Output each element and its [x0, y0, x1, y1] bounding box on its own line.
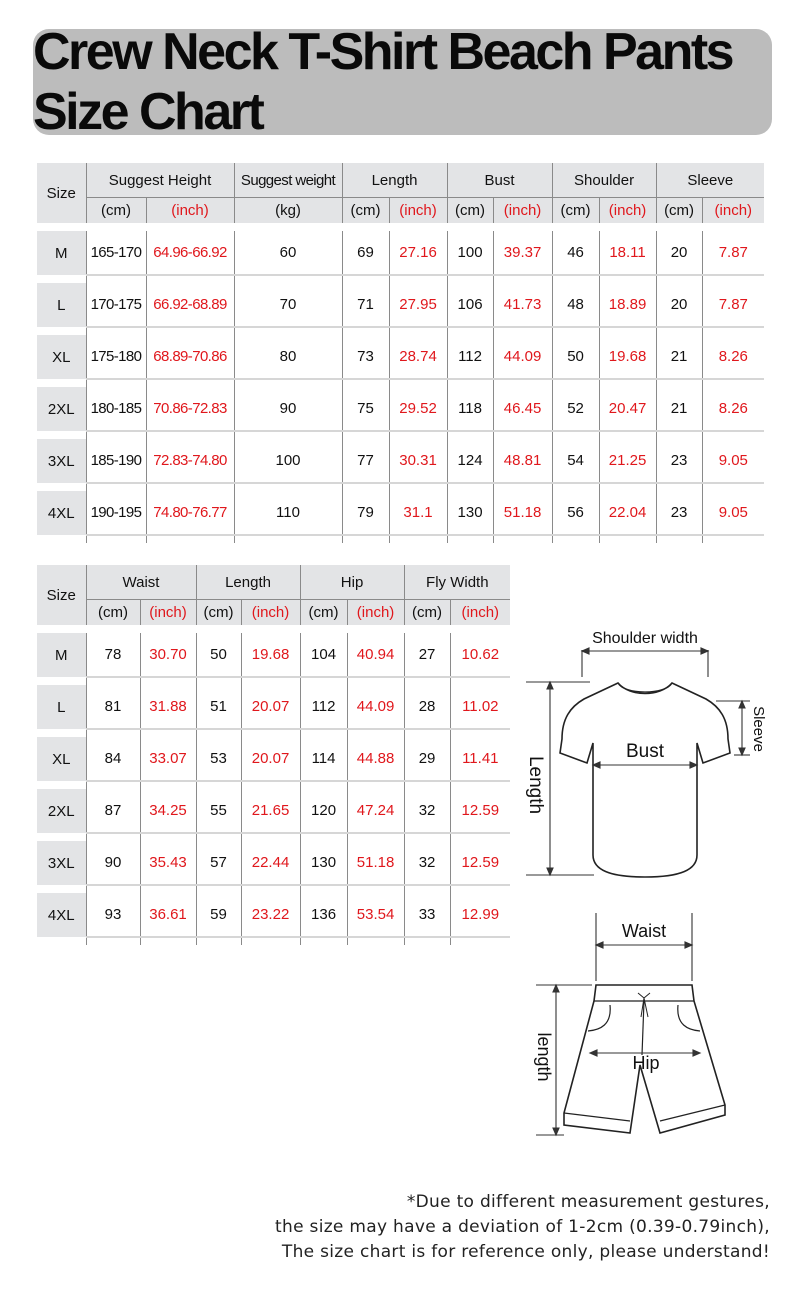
cell-waist-cm: 78 [86, 633, 140, 677]
unit-inch: (inch) [241, 600, 300, 626]
unit-kg: (kg) [234, 198, 342, 224]
cell-height-cm: 190-195 [86, 491, 146, 535]
cell-bust-cm: 112 [447, 335, 493, 379]
size-cell: M [37, 633, 86, 677]
col-group-shoulder: Shoulder [552, 163, 656, 198]
cell-waist-cm: 90 [86, 841, 140, 885]
col-group-hip: Hip [300, 565, 404, 600]
cell-sleeve-in: 8.26 [702, 387, 764, 431]
size-cell: XL [37, 737, 86, 781]
cell-weight: 60 [234, 231, 342, 275]
table-row [37, 335, 764, 379]
cell-waist-cm: 87 [86, 789, 140, 833]
size-cell: L [37, 685, 86, 729]
cell-length-in: 27.95 [389, 283, 447, 327]
cell-shoulder-cm: 46 [552, 231, 599, 275]
col-group-weight: Suggest weight [234, 163, 342, 198]
cell-length-in: 23.22 [241, 893, 300, 937]
table-row [37, 893, 510, 937]
size-cell: 4XL [37, 491, 86, 535]
cell-shoulder-in: 20.47 [599, 387, 656, 431]
cell-weight: 80 [234, 335, 342, 379]
cell-hip-in: 40.94 [347, 633, 404, 677]
note-line-2: the size may have a deviation of 1-2cm (0.39-0.79inch), [275, 1217, 770, 1237]
cell-length-in: 20.07 [241, 685, 300, 729]
cell-hip-cm: 130 [300, 841, 347, 885]
cell-sleeve-cm: 23 [656, 439, 702, 483]
table-row [37, 387, 764, 431]
cell-fly-cm: 33 [404, 893, 450, 937]
cell-height-in: 72.83-74.80 [146, 439, 234, 483]
cell-length-cm: 73 [342, 335, 389, 379]
size-cell: XL [37, 335, 86, 379]
cell-sleeve-in: 9.05 [702, 439, 764, 483]
table-row [37, 633, 510, 677]
unit-inch: (inch) [389, 198, 447, 224]
cell-shoulder-cm: 54 [552, 439, 599, 483]
unit-inch: (inch) [347, 600, 404, 626]
cell-sleeve-cm: 21 [656, 335, 702, 379]
cell-fly-cm: 32 [404, 789, 450, 833]
table-row [37, 789, 510, 833]
unit-inch: (inch) [493, 198, 552, 224]
size-cell: M [37, 231, 86, 275]
cell-hip-cm: 120 [300, 789, 347, 833]
size-cell: 4XL [37, 893, 86, 937]
size-header: Size [37, 565, 86, 625]
cell-sleeve-in: 9.05 [702, 491, 764, 535]
length-label: Length [525, 755, 546, 815]
cell-length-in: 28.74 [389, 335, 447, 379]
col-group-fly-width: Fly Width [404, 565, 510, 600]
cell-length-cm: 57 [196, 841, 241, 885]
cell-fly-cm: 32 [404, 841, 450, 885]
unit-cm: (cm) [656, 198, 702, 224]
cell-length-in: 27.16 [389, 231, 447, 275]
cell-shoulder-in: 18.11 [599, 231, 656, 275]
cell-bust-cm: 100 [447, 231, 493, 275]
cell-sleeve-cm: 23 [656, 491, 702, 535]
cell-height-cm: 170-175 [86, 283, 146, 327]
table-row [37, 841, 510, 885]
cell-height-cm: 165-170 [86, 231, 146, 275]
cell-hip-cm: 114 [300, 737, 347, 781]
unit-inch: (inch) [146, 198, 234, 224]
cell-fly-in: 11.02 [450, 685, 510, 729]
bust-label: Bust [625, 741, 665, 762]
col-group-sleeve: Sleeve [656, 163, 764, 198]
cell-shoulder-in: 19.68 [599, 335, 656, 379]
cell-length-cm: 75 [342, 387, 389, 431]
cell-bust-in: 39.37 [493, 231, 552, 275]
unit-cm: (cm) [86, 600, 140, 626]
cell-sleeve-in: 7.87 [702, 283, 764, 327]
cell-hip-in: 44.88 [347, 737, 404, 781]
cell-waist-in: 33.07 [140, 737, 196, 781]
col-group-height: Suggest Height [86, 163, 234, 198]
cell-shoulder-in: 21.25 [599, 439, 656, 483]
cell-waist-cm: 84 [86, 737, 140, 781]
cell-fly-in: 12.59 [450, 841, 510, 885]
unit-cm: (cm) [196, 600, 241, 626]
size-header: Size [37, 163, 86, 223]
table-row [37, 231, 764, 275]
cell-height-cm: 180-185 [86, 387, 146, 431]
cell-bust-in: 41.73 [493, 283, 552, 327]
size-cell: L [37, 283, 86, 327]
cell-weight: 110 [234, 491, 342, 535]
size-cell: 3XL [37, 439, 86, 483]
cell-shoulder-in: 18.89 [599, 283, 656, 327]
cell-height-in: 70.86-72.83 [146, 387, 234, 431]
pants-measurement-diagram [520, 905, 770, 1145]
cell-length-cm: 55 [196, 789, 241, 833]
unit-inch: (inch) [140, 600, 196, 626]
col-group-waist: Waist [86, 565, 196, 600]
cell-length-in: 19.68 [241, 633, 300, 677]
cell-fly-in: 12.99 [450, 893, 510, 937]
cell-length-in: 31.1 [389, 491, 447, 535]
cell-length-cm: 77 [342, 439, 389, 483]
tshirt-icon [560, 683, 730, 877]
pants-length-label: length [534, 1032, 554, 1082]
cell-waist-in: 36.61 [140, 893, 196, 937]
cell-fly-in: 12.59 [450, 789, 510, 833]
cell-bust-in: 44.09 [493, 335, 552, 379]
table-row [37, 439, 764, 483]
cell-length-cm: 59 [196, 893, 241, 937]
cell-length-cm: 71 [342, 283, 389, 327]
cell-height-cm: 175-180 [86, 335, 146, 379]
cell-hip-cm: 136 [300, 893, 347, 937]
cell-hip-in: 44.09 [347, 685, 404, 729]
unit-inch: (inch) [450, 600, 510, 626]
cell-height-in: 74.80-76.77 [146, 491, 234, 535]
table-row [37, 685, 510, 729]
cell-length-cm: 79 [342, 491, 389, 535]
cell-hip-cm: 112 [300, 685, 347, 729]
cell-sleeve-cm: 20 [656, 231, 702, 275]
cell-fly-cm: 29 [404, 737, 450, 781]
cell-hip-in: 51.18 [347, 841, 404, 885]
cell-length-cm: 50 [196, 633, 241, 677]
cell-length-cm: 53 [196, 737, 241, 781]
shoulder-width-label: Shoulder width [592, 630, 698, 647]
cell-length-in: 30.31 [389, 439, 447, 483]
cell-bust-cm: 106 [447, 283, 493, 327]
table-row [37, 491, 764, 535]
cell-bust-in: 51.18 [493, 491, 552, 535]
cell-sleeve-in: 7.87 [702, 231, 764, 275]
cell-hip-in: 53.54 [347, 893, 404, 937]
cell-shoulder-cm: 56 [552, 491, 599, 535]
unit-inch: (inch) [599, 198, 656, 224]
cell-hip-cm: 104 [300, 633, 347, 677]
cell-waist-cm: 81 [86, 685, 140, 729]
cell-length-in: 22.44 [241, 841, 300, 885]
cell-waist-cm: 93 [86, 893, 140, 937]
unit-cm: (cm) [86, 198, 146, 224]
title-banner [33, 23, 772, 141]
cell-fly-in: 10.62 [450, 633, 510, 677]
cell-weight: 70 [234, 283, 342, 327]
cell-bust-cm: 124 [447, 439, 493, 483]
note-line-3: The size chart is for reference only, please understand! [281, 1242, 770, 1262]
cell-waist-in: 31.88 [140, 685, 196, 729]
cell-waist-in: 30.70 [140, 633, 196, 677]
cell-shoulder-in: 22.04 [599, 491, 656, 535]
cell-height-in: 64.96-66.92 [146, 231, 234, 275]
col-group-bust: Bust [447, 163, 552, 198]
cell-height-in: 68.89-70.86 [146, 335, 234, 379]
col-group-length: Length [196, 565, 300, 600]
cell-hip-in: 47.24 [347, 789, 404, 833]
cell-length-in: 29.52 [389, 387, 447, 431]
col-group-length: Length [342, 163, 447, 198]
page-title: Crew Neck T-Shirt Beach Pants Size Chart [33, 23, 733, 141]
cell-length-cm: 51 [196, 685, 241, 729]
disclaimer-note [275, 1190, 770, 1265]
cell-weight: 100 [234, 439, 342, 483]
waist-label: Waist [621, 921, 667, 941]
cell-shoulder-cm: 48 [552, 283, 599, 327]
cell-bust-in: 46.45 [493, 387, 552, 431]
tshirt-measurement-diagram [520, 615, 770, 885]
cell-weight: 90 [234, 387, 342, 431]
cell-waist-in: 34.25 [140, 789, 196, 833]
unit-cm: (cm) [447, 198, 493, 224]
cell-height-cm: 185-190 [86, 439, 146, 483]
unit-cm: (cm) [404, 600, 450, 626]
pants-size-table [37, 565, 510, 945]
table-row [37, 283, 764, 327]
shirt-size-table [37, 163, 764, 543]
cell-sleeve-in: 8.26 [702, 335, 764, 379]
unit-cm: (cm) [300, 600, 347, 626]
size-cell: 3XL [37, 841, 86, 885]
cell-sleeve-cm: 20 [656, 283, 702, 327]
sleeve-label: Sleeve [750, 706, 767, 752]
size-cell: 2XL [37, 387, 86, 431]
cell-bust-in: 48.81 [493, 439, 552, 483]
cell-fly-in: 11.41 [450, 737, 510, 781]
unit-inch: (inch) [702, 198, 764, 224]
cell-sleeve-cm: 21 [656, 387, 702, 431]
table-row [37, 737, 510, 781]
cell-bust-cm: 118 [447, 387, 493, 431]
cell-length-in: 20.07 [241, 737, 300, 781]
cell-height-in: 66.92-68.89 [146, 283, 234, 327]
cell-waist-in: 35.43 [140, 841, 196, 885]
cell-length-cm: 69 [342, 231, 389, 275]
cell-bust-cm: 130 [447, 491, 493, 535]
note-line-1: *Due to different measurement gestures, [406, 1192, 770, 1212]
cell-length-in: 21.65 [241, 789, 300, 833]
size-cell: 2XL [37, 789, 86, 833]
cell-shoulder-cm: 52 [552, 387, 599, 431]
hip-label: Hip [632, 1053, 660, 1073]
unit-cm: (cm) [552, 198, 599, 224]
cell-fly-cm: 27 [404, 633, 450, 677]
cell-shoulder-cm: 50 [552, 335, 599, 379]
cell-fly-cm: 28 [404, 685, 450, 729]
unit-cm: (cm) [342, 198, 389, 224]
